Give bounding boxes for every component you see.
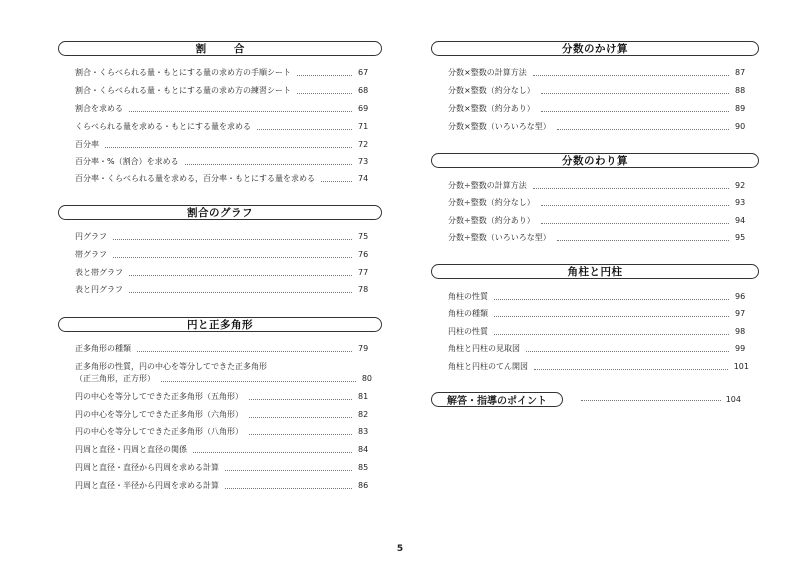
page-ref: 83 — [358, 427, 369, 436]
dot-leader — [541, 205, 729, 206]
page-number: 5 — [396, 544, 404, 554]
dot-leader — [225, 488, 352, 489]
section-header-bunsu-kakezan: 分数のかけ算 — [431, 41, 759, 56]
page-ref: 76 — [358, 250, 369, 259]
dot-leader — [557, 129, 729, 130]
toc-entry[interactable]: 割合・くらべられる量・もとにする量の求め方の手順シート 67 — [75, 67, 372, 79]
toc-entry[interactable]: 割合を求める 69 — [75, 103, 372, 115]
toc-entry[interactable]: 円周と直径・半径から円周を求める計算 86 — [75, 480, 372, 492]
answers-label-box: 解答・指導のポイント — [431, 392, 563, 407]
toc-entry[interactable]: 正多角形の種類 79 — [75, 343, 372, 355]
page-ref: 93 — [735, 198, 746, 207]
dot-leader — [113, 257, 352, 258]
toc-entry[interactable]: 角柱と円柱のてん開図 101 — [448, 362, 749, 371]
page-ref: 101 — [733, 362, 749, 371]
page-ref: 92 — [735, 181, 746, 190]
toc-entry[interactable]: くらべられる量を求める・もとにする量を求める 71 — [75, 121, 372, 133]
page-ref: 73 — [358, 157, 369, 166]
page-ref: 74 — [358, 174, 369, 183]
toc-entry[interactable]: 表と帯グラフ 77 — [75, 267, 372, 279]
dot-leader — [161, 381, 356, 382]
toc-entry[interactable]: 円の中心を等分してできた正多角形（六角形） 82 — [75, 409, 372, 421]
toc-entry[interactable]: 角柱と円柱の見取図 99 — [448, 343, 749, 355]
page-ref: 71 — [358, 122, 369, 131]
section-header-wariai-graph: 割合のグラフ — [58, 205, 382, 220]
answers-entry[interactable] — [431, 392, 759, 408]
dot-leader — [257, 129, 352, 130]
dot-leader — [105, 147, 352, 148]
toc-entry[interactable]: 円柱の性質 98 — [448, 326, 749, 338]
page-ref: 80 — [361, 374, 372, 383]
dot-leader — [494, 334, 729, 335]
dot-leader — [249, 417, 352, 418]
page-ref: 72 — [358, 140, 369, 149]
page-ref: 77 — [358, 268, 369, 277]
dot-leader — [297, 93, 352, 94]
dot-leader — [494, 316, 729, 317]
dot-leader — [137, 351, 352, 352]
toc-entry[interactable]: 表と円グラフ 78 — [75, 284, 372, 296]
page-ref: 94 — [735, 216, 746, 225]
dot-leader — [494, 299, 729, 300]
toc-entry[interactable]: 分数×整数の計算方法 87 — [448, 67, 749, 79]
dot-leader — [225, 470, 352, 471]
toc-entry[interactable]: 分数×整数（いろいろな型） 90 — [448, 121, 749, 133]
toc-entry[interactable]: 円周と直径・円周と直径の関係 84 — [75, 444, 372, 456]
toc-entry[interactable]: 円の中心を等分してできた正多角形（五角形） 81 — [75, 391, 372, 403]
page-ref: 75 — [358, 232, 369, 241]
toc-entry[interactable]: 角柱の種類 97 — [448, 308, 749, 320]
page-ref: 87 — [735, 68, 746, 77]
toc-entry[interactable]: 分数÷整数（いろいろな型） 95 — [448, 232, 749, 244]
dot-leader — [129, 111, 352, 112]
page-ref: 79 — [358, 344, 369, 353]
page-ref: 86 — [358, 481, 369, 490]
page-ref: 96 — [735, 292, 746, 301]
dot-leader — [534, 369, 728, 370]
dot-leader — [185, 164, 352, 165]
page-ref: 69 — [358, 104, 369, 113]
dot-leader — [557, 240, 729, 241]
dot-leader — [321, 181, 352, 182]
page-ref: 99 — [735, 344, 746, 353]
dot-leader — [249, 399, 352, 400]
toc-entry[interactable]: 分数×整数（約分なし） 88 — [448, 85, 749, 97]
section-header-kakuchu-enchu: 角柱と円柱 — [431, 264, 759, 279]
toc-entry[interactable]: 百分率・くらべられる量を求める，百分率・もとにする量を求める 74 — [75, 173, 372, 185]
dot-leader — [129, 292, 352, 293]
page-ref: 97 — [735, 309, 746, 318]
toc-entry[interactable]: 正多角形の性質，円の中心を等分してできた正多角形 （正三角形，正方形） 80 — [75, 362, 372, 383]
page-ref: 90 — [735, 122, 746, 131]
page-ref: 98 — [735, 327, 746, 336]
toc-entry[interactable]: 百分率・%（割合）を求める 73 — [75, 156, 372, 168]
page-ref: 82 — [358, 410, 369, 419]
section-header-en-seitakakkei: 円と正多角形 — [58, 317, 382, 332]
page-ref: 95 — [735, 233, 746, 242]
page-ref: 84 — [358, 445, 369, 454]
toc-entry[interactable]: 分数×整数（約分あり） 89 — [448, 103, 749, 115]
page-ref: 104 — [725, 395, 741, 404]
dot-leader — [249, 434, 352, 435]
toc-entry[interactable]: 分数÷整数（約分なし） 93 — [448, 197, 749, 209]
toc-entry[interactable]: 角柱の性質 96 — [448, 291, 749, 303]
dot-leader — [533, 75, 729, 76]
dot-leader — [129, 275, 352, 276]
page-ref: 67 — [358, 68, 369, 77]
dot-leader — [541, 223, 729, 224]
page-ref: 78 — [358, 285, 369, 294]
dot-leader — [526, 351, 729, 352]
toc-entry[interactable]: 帯グラフ 76 — [75, 249, 372, 261]
toc-entry[interactable]: 円周と直径・直径から円周を求める計算 85 — [75, 462, 372, 474]
dot-leader — [113, 239, 352, 240]
toc-entry[interactable]: 円の中心を等分してできた正多角形（八角形） 83 — [75, 426, 372, 438]
section-header-wariai: 割 合 — [58, 41, 382, 56]
dot-leader — [581, 400, 721, 401]
toc-entry[interactable]: 円グラフ 75 — [75, 231, 372, 243]
dot-leader — [541, 93, 729, 94]
page-ref: 85 — [358, 463, 369, 472]
dot-leader — [533, 188, 729, 189]
page-ref: 68 — [358, 86, 369, 95]
page-ref: 81 — [358, 392, 369, 401]
dot-leader — [297, 75, 352, 76]
toc-entry[interactable]: 分数÷整数（約分あり） 94 — [448, 215, 749, 227]
toc-entry[interactable]: 百分率 72 — [75, 139, 372, 151]
toc-entry[interactable]: 割合・くらべられる量・もとにする量の求め方の練習シート 68 — [75, 85, 372, 97]
dot-leader — [193, 452, 352, 453]
page-ref: 89 — [735, 104, 746, 113]
page-ref: 88 — [735, 86, 746, 95]
toc-entry[interactable]: 分数÷整数の計算方法 92 — [448, 180, 749, 192]
section-header-bunsu-warizan: 分数のわり算 — [431, 153, 759, 168]
dot-leader — [541, 111, 729, 112]
